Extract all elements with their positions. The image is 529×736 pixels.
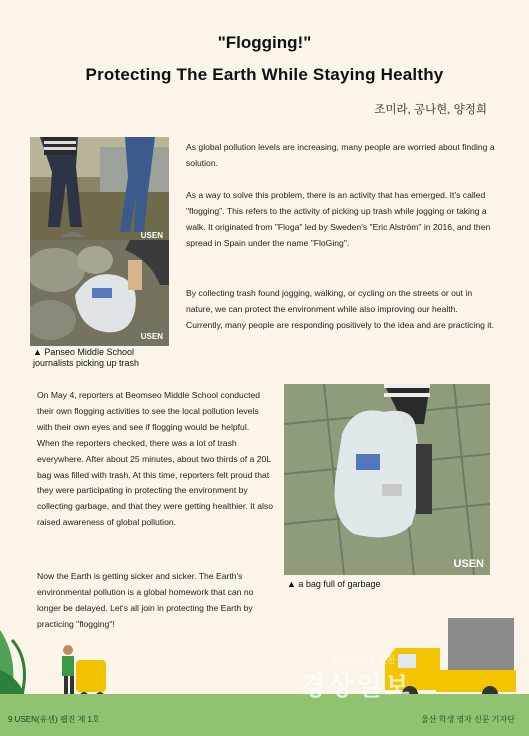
- photo-illustration: [284, 384, 490, 575]
- photo-journalists-picking-trash-top: [30, 137, 169, 245]
- footer-publisher: 울산 학생 영자 신문 기자단: [421, 715, 515, 724]
- photo-bag-of-garbage: [284, 384, 490, 575]
- paragraph-definition: As a way to solve this problem, there is an activity that has emerged. It's called "flogging". This refers to the activity of picking up trash while jogging or taking a walk. It originated from "Floga" led by Sweden's "Eric Alström" in 2016, and then spread in Spain under the name "FloGing".: [186, 190, 491, 248]
- paragraph-intro: As global pollution levels are increasing, many people are worried about finding a solution.: [186, 142, 495, 168]
- authors: 조미라, 공나현, 양정희: [374, 104, 487, 116]
- photo-journalists-picking-trash-bottom: [30, 240, 169, 346]
- usen-watermark: USEN: [140, 231, 163, 240]
- paragraph-conclusion: Now the Earth is getting sicker and sicker. The Earth's environmental pollution is a global homework that can no longer be delayed. Let's all join in protecting the Earth by practicing "flogging"!: [37, 571, 254, 629]
- usen-watermark: USEN: [140, 332, 163, 341]
- newspaper-mark-subtitle: 울산의 대표 신문: [330, 655, 396, 665]
- article-title-line2: Protecting The Earth While Staying Healthy: [85, 65, 444, 84]
- footer-page-label: 9 USEN(유센) 웹진 제 1호: [8, 715, 100, 724]
- person-with-trash-cart-icon: [62, 645, 106, 700]
- caption-photo-garbage-bag: ▲ a bag full of garbage: [287, 579, 381, 589]
- photo-illustration: [30, 240, 169, 346]
- photo-illustration: [30, 137, 169, 245]
- paragraph-activity: On May 4, reporters at Beomseo Middle School conducted their own flogging activities to see the local pollution levels with their own eyes and see if flogging would be helpful. When the reporters checked, there was a lot of trash everywhere. After about 25 minutes, about two thirds of a 20L bag was filled with trash. At this time, reporters felt proud that they were participating in protecting the environment by collecting garbage, and that they were getting healthier. It also raised awareness of global pollution.: [37, 390, 274, 528]
- caption-photo-journalists: ▲ Panseo Middle School journalists picking up trash: [33, 347, 140, 368]
- newspaper-mark: 경상일보: [300, 671, 413, 701]
- paragraph-benefits: By collecting trash found jogging, walking, or cycling on the streets or out in nature, we can protect the environment while also improving our health. Currently, many people are responding positively to the idea and are practicing it.: [186, 288, 494, 330]
- usen-watermark: USEN: [453, 558, 484, 570]
- article-title-line1: "Flogging!": [217, 33, 312, 52]
